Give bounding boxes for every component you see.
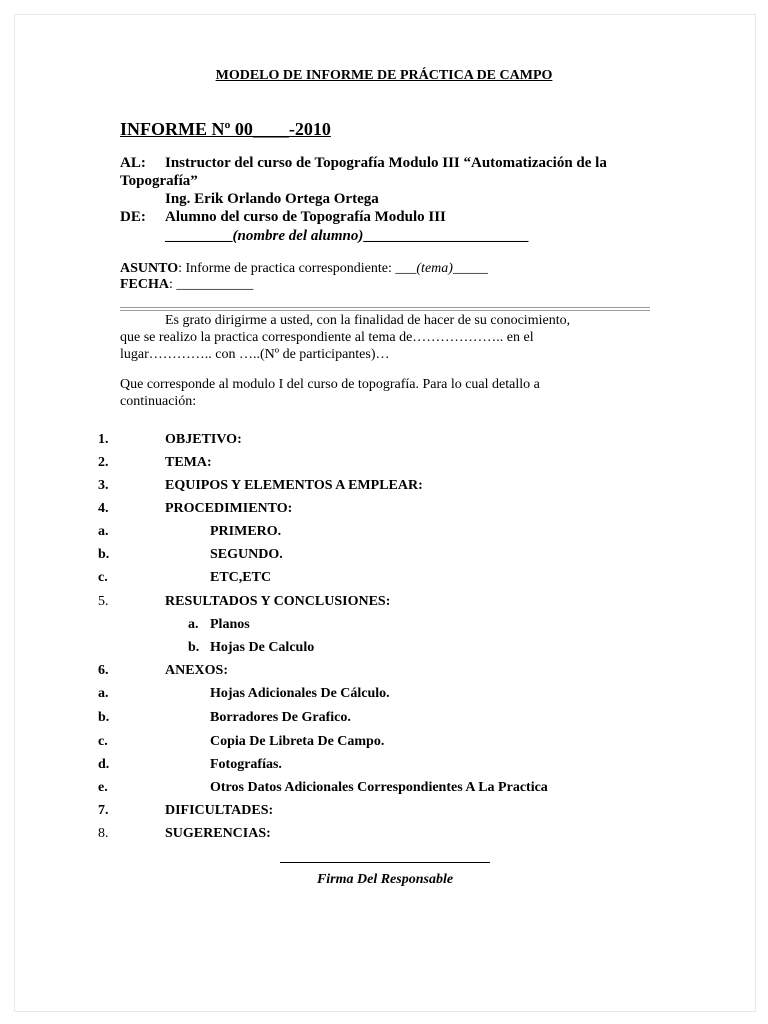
para1-line3: lugar………….. con …..(Nº de participantes)… (120, 347, 390, 362)
informe-number: INFORME Nº 00____-2010 (120, 119, 331, 139)
al-name: Ing. Erik Orlando Ortega Ortega (165, 191, 379, 207)
list-item-text: ANEXOS: (165, 663, 229, 678)
list-item-number: 5. (98, 594, 109, 609)
list-item-text: PRIMERO. (210, 524, 282, 539)
list-item-text: ETC,ETC (210, 570, 272, 585)
de-blank-left: _________ (165, 228, 233, 244)
asunto-text: : Informe de practica correspondiente: ___ (178, 261, 417, 276)
list-item-number: b. (188, 640, 200, 655)
list-item-number: a. (188, 617, 199, 632)
signature-label: Firma Del Responsable (316, 872, 454, 887)
fecha-line (120, 277, 253, 293)
asunto-line (120, 261, 488, 277)
asunto-blank: _____ (452, 261, 488, 276)
list-item-number: 3. (98, 478, 109, 493)
de-student-name-line (165, 228, 528, 245)
list-item-text: RESULTADOS Y CONCLUSIONES: (165, 594, 391, 609)
list-item-text: SEGUNDO. (210, 547, 283, 562)
list-item-text: DIFICULTADES: (165, 803, 274, 818)
list-item-text: Otros Datos Adicionales Correspondientes A La Practica (210, 780, 548, 795)
list-item-text: SUGERENCIAS: (165, 826, 271, 841)
list-item-number: 4. (98, 501, 109, 516)
al-text-line1: Instructor del curso de Topografía Modulo III “Automatización de la (165, 155, 607, 171)
separator-rule-top (120, 307, 650, 308)
list-item-text: OBJETIVO: (165, 432, 242, 447)
list-item-number: a. (98, 686, 109, 701)
list-item-text: Hojas De Calculo (210, 640, 315, 655)
para2-line2: continuación: (120, 394, 197, 409)
signature-line (280, 862, 490, 863)
list-item-text: Copia De Libreta De Campo. (210, 734, 385, 749)
al-text-line2: Topografía” (120, 173, 198, 189)
de-label: DE: (120, 209, 146, 225)
list-item-number: 8. (98, 826, 109, 841)
de-placeholder: (nombre del alumno) (232, 228, 364, 244)
list-item-text: Borradores De Grafico. (210, 710, 351, 725)
list-item-number: 6. (98, 663, 109, 678)
list-item-text: Planos (210, 617, 250, 632)
list-item-number: d. (98, 757, 110, 772)
separator-rule-bottom (120, 310, 650, 311)
de-blank-right: ______________________ (363, 228, 529, 244)
de-text: Alumno del curso de Topografía Modulo III (165, 209, 446, 225)
list-item-text: Hojas Adicionales De Cálculo. (210, 686, 390, 701)
list-item-number: c. (98, 734, 108, 749)
list-item-number: b. (98, 710, 110, 725)
list-item-number: 7. (98, 803, 109, 818)
list-item-number: e. (98, 780, 108, 795)
para1-line2: que se realizo la practica correspondiente al tema de……………….. en el (120, 330, 534, 345)
list-item-number: a. (98, 524, 109, 539)
al-label: AL: (120, 155, 146, 171)
list-item-number: 2. (98, 455, 109, 470)
document-title: MODELO DE INFORME DE PRÁCTICA DE CAMPO (215, 68, 553, 83)
list-item-number: c. (98, 570, 108, 585)
list-item-text: Fotografías. (210, 757, 282, 772)
asunto-label: ASUNTO (120, 261, 179, 276)
list-item-number: 1. (98, 432, 109, 447)
list-item-number: b. (98, 547, 110, 562)
para1-line1: Es grato dirigirme a usted, con la finalidad de hacer de su conocimiento, (165, 313, 571, 328)
asunto-tema: (tema) (416, 261, 453, 276)
para2-line1: Que corresponde al modulo I del curso de topografía. Para lo cual detallo a (120, 377, 540, 392)
list-item-text: TEMA: (165, 455, 212, 470)
list-item-text: PROCEDIMIENTO: (165, 501, 293, 516)
list-item-text: EQUIPOS Y ELEMENTOS A EMPLEAR: (165, 478, 423, 493)
fecha-text: : ___________ (169, 277, 254, 292)
fecha-label: FECHA (120, 277, 169, 292)
